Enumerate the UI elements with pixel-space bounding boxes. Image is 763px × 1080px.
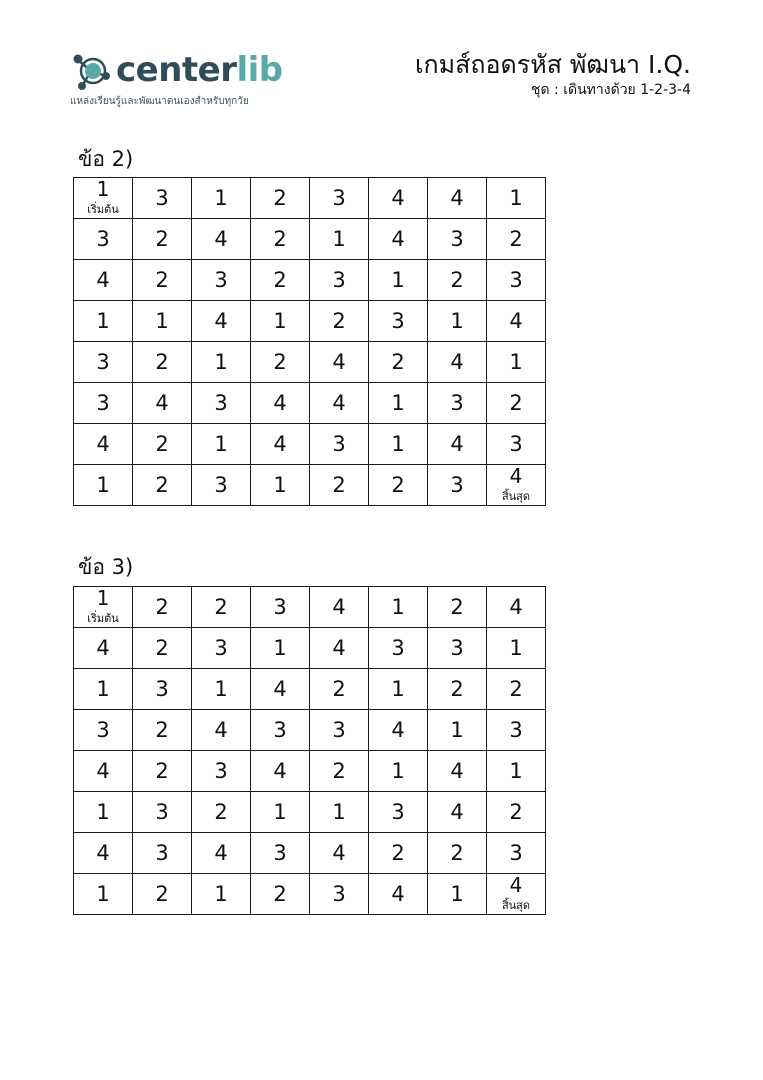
- grid-cell: 1: [251, 628, 310, 669]
- grid-cell: 2: [428, 587, 487, 628]
- grid-cell: 2: [251, 178, 310, 219]
- grid-cell: 3: [428, 628, 487, 669]
- grid-row: [74, 342, 546, 383]
- grid-cell: 3: [74, 342, 133, 383]
- end-cell: [487, 465, 546, 506]
- grid-cell: 2: [133, 465, 192, 506]
- grid-cell: 1: [192, 424, 251, 465]
- grid-cell: 2: [487, 792, 546, 833]
- grid-cell: 4: [251, 751, 310, 792]
- grid-cell: 4: [428, 792, 487, 833]
- question-3-label: ข้อ 3): [78, 555, 134, 579]
- grid-cell: 3: [74, 383, 133, 424]
- grid-cell: 1: [192, 669, 251, 710]
- grid-cell: 4: [192, 710, 251, 751]
- grid-cell: 2: [133, 751, 192, 792]
- grid-row: [74, 792, 546, 833]
- grid-cell: 1: [74, 465, 133, 506]
- grid-cell: 3: [74, 710, 133, 751]
- question-2-grid: [73, 177, 546, 506]
- grid-cell: 3: [310, 710, 369, 751]
- grid-cell: 4: [310, 587, 369, 628]
- grid-cell: 2: [133, 342, 192, 383]
- grid-cell: 4: [74, 751, 133, 792]
- grid-cell: 4: [192, 833, 251, 874]
- grid-cell: 2: [133, 874, 192, 915]
- grid-cell: 3: [251, 833, 310, 874]
- grid-cell: 4: [251, 383, 310, 424]
- grid-cell: 1: [74, 792, 133, 833]
- grid-cell: 4: [369, 178, 428, 219]
- grid-cell: 3: [428, 383, 487, 424]
- grid-row: [74, 710, 546, 751]
- grid-row: [74, 424, 546, 465]
- cell-value: 4: [509, 464, 523, 488]
- grid-cell: 3: [310, 874, 369, 915]
- grid-cell: 2: [310, 669, 369, 710]
- grid-cell: 1: [428, 710, 487, 751]
- grid-row: [74, 465, 546, 506]
- grid-row: [74, 219, 546, 260]
- cell-value: 4: [509, 873, 523, 897]
- grid-cell: 2: [192, 587, 251, 628]
- logo-word-part1: center: [116, 50, 237, 90]
- cell-value: 1: [96, 177, 110, 201]
- grid-cell: 1: [369, 669, 428, 710]
- grid-cell: 1: [369, 383, 428, 424]
- grid-cell: 4: [369, 710, 428, 751]
- grid-cell: 4: [487, 301, 546, 342]
- grid-cell: 3: [310, 424, 369, 465]
- grid-row: [74, 874, 546, 915]
- grid-cell: 3: [487, 260, 546, 301]
- grid-cell: 1: [428, 301, 487, 342]
- grid-cell: 3: [133, 178, 192, 219]
- grid-cell: 4: [310, 628, 369, 669]
- grid-cell: 1: [310, 792, 369, 833]
- grid-row: [74, 628, 546, 669]
- grid-row: [74, 751, 546, 792]
- grid-cell: 2: [428, 260, 487, 301]
- grid-cell: 1: [310, 219, 369, 260]
- grid-cell: 4: [251, 669, 310, 710]
- grid-cell: 3: [369, 301, 428, 342]
- grid-cell: 2: [192, 792, 251, 833]
- grid-cell: 4: [192, 219, 251, 260]
- grid-cell: 4: [192, 301, 251, 342]
- grid-cell: 1: [192, 342, 251, 383]
- centerlib-logo: [68, 46, 288, 110]
- grid-cell: 4: [428, 751, 487, 792]
- grid-cell: 2: [133, 587, 192, 628]
- grid-cell: 2: [133, 424, 192, 465]
- start-label: เริ่มต้น: [87, 612, 119, 625]
- grid-cell: 3: [192, 383, 251, 424]
- grid-cell: 3: [310, 260, 369, 301]
- grid-cell: 2: [487, 383, 546, 424]
- grid-cell: 3: [192, 628, 251, 669]
- grid-cell: 1: [192, 178, 251, 219]
- grid-cell: 1: [251, 465, 310, 506]
- grid-cell: 2: [133, 219, 192, 260]
- grid-cell: 3: [310, 178, 369, 219]
- grid-cell: 1: [487, 751, 546, 792]
- grid-cell: 4: [310, 833, 369, 874]
- logo-word-part2: lib: [236, 50, 283, 90]
- grid-cell: 3: [487, 710, 546, 751]
- grid-cell: 3: [133, 669, 192, 710]
- grid-cell: 4: [74, 833, 133, 874]
- grid-row: [74, 669, 546, 710]
- page-subtitle: ชุด : เดินทางด้วย 1-2-3-4: [531, 82, 691, 98]
- grid-cell: 3: [133, 833, 192, 874]
- grid-cell: 2: [251, 260, 310, 301]
- grid-cell: 4: [369, 219, 428, 260]
- start-label: เริ่มต้น: [87, 203, 119, 216]
- question-3-grid: [73, 586, 546, 915]
- grid-cell: 2: [251, 874, 310, 915]
- grid-cell: 4: [310, 342, 369, 383]
- grid-cell: 1: [487, 178, 546, 219]
- grid-cell: 2: [369, 833, 428, 874]
- logo-tagline: แหล่งเรียนรู้และพัฒนาตนเองสำหรับทุกวัย: [70, 96, 249, 107]
- grid-cell: 4: [74, 424, 133, 465]
- grid-cell: 3: [251, 587, 310, 628]
- end-cell: [487, 874, 546, 915]
- grid-cell: 2: [133, 260, 192, 301]
- start-cell: [74, 178, 133, 219]
- grid-cell: 3: [251, 710, 310, 751]
- grid-cell: 1: [369, 587, 428, 628]
- grid-cell: 3: [487, 424, 546, 465]
- grid-cell: 2: [487, 219, 546, 260]
- grid-cell: 3: [428, 465, 487, 506]
- molecule-icon: [68, 46, 116, 94]
- grid-cell: 1: [133, 301, 192, 342]
- grid-cell: 1: [251, 792, 310, 833]
- grid-cell: 2: [251, 342, 310, 383]
- grid-cell: 2: [133, 710, 192, 751]
- grid-cell: 2: [133, 628, 192, 669]
- grid-cell: 2: [310, 751, 369, 792]
- grid-cell: 4: [428, 424, 487, 465]
- grid-cell: 4: [487, 587, 546, 628]
- grid-cell: 1: [369, 424, 428, 465]
- grid-row: [74, 587, 546, 628]
- grid-cell: 2: [310, 301, 369, 342]
- grid-cell: 3: [192, 751, 251, 792]
- grid-cell: 3: [369, 792, 428, 833]
- grid-cell: 1: [369, 751, 428, 792]
- grid-cell: 2: [487, 669, 546, 710]
- grid-cell: 2: [428, 669, 487, 710]
- grid-cell: 4: [310, 383, 369, 424]
- grid-cell: 4: [428, 342, 487, 383]
- grid-cell: 4: [369, 874, 428, 915]
- grid-cell: 3: [487, 833, 546, 874]
- page-title: เกมส์ถอดรหัส พัฒนา I.Q.: [414, 50, 691, 79]
- logo-wordmark: [116, 48, 283, 92]
- grid-row: [74, 178, 546, 219]
- grid-cell: 3: [133, 792, 192, 833]
- grid-cell: 2: [428, 833, 487, 874]
- grid-cell: 3: [369, 628, 428, 669]
- grid-cell: 1: [74, 669, 133, 710]
- grid-cell: 2: [369, 342, 428, 383]
- question-2-label: ข้อ 2): [78, 147, 134, 171]
- end-label: สิ้นสุด: [501, 490, 531, 503]
- grid-cell: 3: [74, 219, 133, 260]
- grid-cell: 3: [192, 260, 251, 301]
- grid-row: [74, 833, 546, 874]
- grid-cell: 4: [428, 178, 487, 219]
- grid-cell: 4: [74, 260, 133, 301]
- grid-row: [74, 301, 546, 342]
- grid-cell: 4: [251, 424, 310, 465]
- grid-cell: 1: [74, 874, 133, 915]
- grid-cell: 1: [74, 301, 133, 342]
- grid-row: [74, 383, 546, 424]
- grid-cell: 1: [487, 342, 546, 383]
- grid-cell: 4: [74, 628, 133, 669]
- grid-cell: 3: [428, 219, 487, 260]
- grid-row: [74, 260, 546, 301]
- grid-cell: 1: [487, 628, 546, 669]
- grid-cell: 4: [133, 383, 192, 424]
- grid-cell: 2: [310, 465, 369, 506]
- grid-cell: 2: [251, 219, 310, 260]
- cell-value: 1: [96, 586, 110, 610]
- start-cell: [74, 587, 133, 628]
- end-label: สิ้นสุด: [501, 899, 531, 912]
- grid-cell: 1: [369, 260, 428, 301]
- grid-cell: 1: [192, 874, 251, 915]
- grid-cell: 2: [369, 465, 428, 506]
- grid-cell: 3: [192, 465, 251, 506]
- grid-cell: 1: [428, 874, 487, 915]
- grid-cell: 1: [251, 301, 310, 342]
